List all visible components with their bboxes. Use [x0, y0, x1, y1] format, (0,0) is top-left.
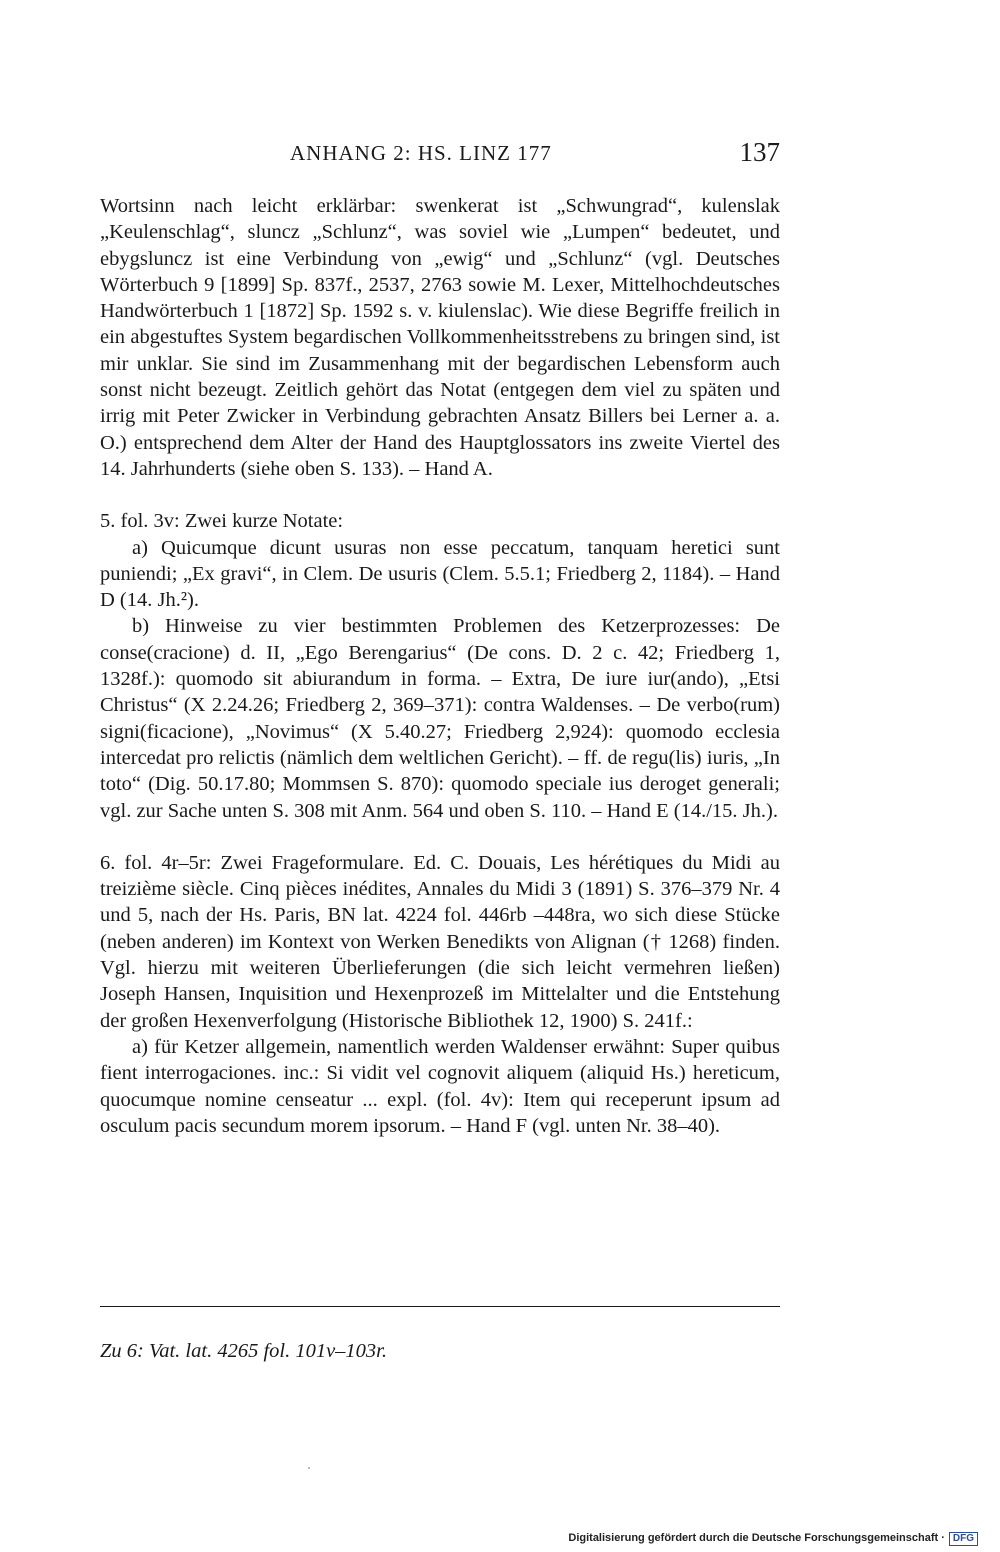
page-number: 137: [739, 137, 780, 167]
footnote-rule: [100, 1306, 780, 1307]
paragraph-wortsinn: Wortsinn nach leicht erklärbar: swenkerat ist „Schwungrad“, kulenslak „Keulenschlag“, sluncz „Schlunz“, was soviel wie „Lumpen“ bedeutet, und ebygsluncz ist eine Verbindung von „ewig“ und „Schlunz“ (vgl. Deutsches Wörterbuch 9 [1899] Sp. 837f., 2537, 2763 sowie M. Lexer, Mittelhochdeutsches Handwörterbuch 1 [1872] Sp. 1592 s. v. kiulenslac). Wie diese Begriffe freilich in ein abgestuftes System begardischen Vollkommenheitsstrebens zu bringen sind, ist mir unklar. Sie sind im Zusammenhang mit der begardischen Lebensform auch sonst nicht bezeugt. Zeitlich gehört das Notat (entgegen dem viel zu späten und irrig mit Peter Zwicker in Verbindung gebrachten Ansatz Billers bei Lerner a. a. O.) entsprechend dem Alter der Hand des Hauptglossators ins zweite Viertel des 14. Jahrhunderts (siehe oben S. 133). – Hand A.: [100, 195, 780, 480]
entry-6a: a) für Ketzer allgemein, namentlich werden Waldenser erwähnt: Super quibus fient interrogaciones. inc.: Si vidit vel cognovit aliquem (aliquid Hs.) hereticum, quocumque nomine censeatur ... expl. (fol. 4v): Item qui receperunt ipsum ad osculum pacis secundum morem ipsorum. – Hand F (vgl. unten Nr. 38–40).: [100, 1035, 780, 1137]
body-text: [100, 193, 780, 1139]
entry-5a: a) Quicumque dicunt usuras non esse peccatum, tanquam heretici sunt puniendi; „Ex gravi“, in Clem. De usuris (Clem. 5.5.1; Friedberg 2, 1184). – Hand D (14. Jh.²).: [100, 536, 780, 612]
page-header: [100, 137, 780, 173]
digitization-credit: [568, 1532, 978, 1546]
entry-5b: b) Hinweise zu vier bestimmten Problemen des Ketzerprozesses: De conse(cracione) d. II, „Ego Berengarius“ (De cons. D. 2 c. 42; Friedberg 1, 1328f.): quomodo sit abiurandum in forma. – Extra, De iure iur(ando), „Etsi Christus“ (X 2.24.26; Friedberg 2, 369–371): contra Waldenses. – De verbo(rum) signi(ficacione), „Novimus“ (X 5.40.27; Friedberg 2,924): quomodo ecclesia intercedat pro relictis (nämlich dem weltlichen Gericht). – ff. de regu(lis) iuris, „In toto“ (Dig. 50.17.80; Mommsen S. 870): quomodo speciale ius deroget generali; vgl. zur Sache unten S. 308 mit Anm. 564 und oben S. 110. – Hand E (14./15. Jh.).: [100, 615, 780, 822]
entry-6-heading: 6. fol. 4r–5r: Zwei Frageformulare. Ed. C. Douais, Les hérétiques du Midi au treizième siècle. Cinq pièces inédites, Annales du Midi 3 (1891) S. 376–379 Nr. 4 und 5, nach der Hs. Paris, BN lat. 4224 fol. 446rb –448ra, wo sich diese Stücke (neben anderen) im Kontext von Werken Benedikts von Alignan († 1268) finden. Vgl. hierzu mit weiteren Überlieferungen (die sich leicht vermehren ließen) Joseph Hansen, Inquisition und Hexenprozeß im Mittelalter und die Entstehung der großen Hexenverfolgung (Historische Bibliothek 12, 1900) S. 241f.:: [100, 851, 780, 1032]
dfg-logo: DFG: [949, 1532, 978, 1546]
running-head: ANHANG 2: HS. LINZ 177: [290, 141, 552, 165]
footnote: Zu 6: Vat. lat. 4265 fol. 101v–103r.: [100, 1340, 388, 1362]
scan-speck: [308, 1467, 310, 1469]
credit-text: Digitalisierung gefördert durch die Deutsche Forschungsgemeinschaft ·: [568, 1532, 945, 1544]
entry-5-heading: 5. fol. 3v: Zwei kurze Notate:: [100, 510, 344, 533]
